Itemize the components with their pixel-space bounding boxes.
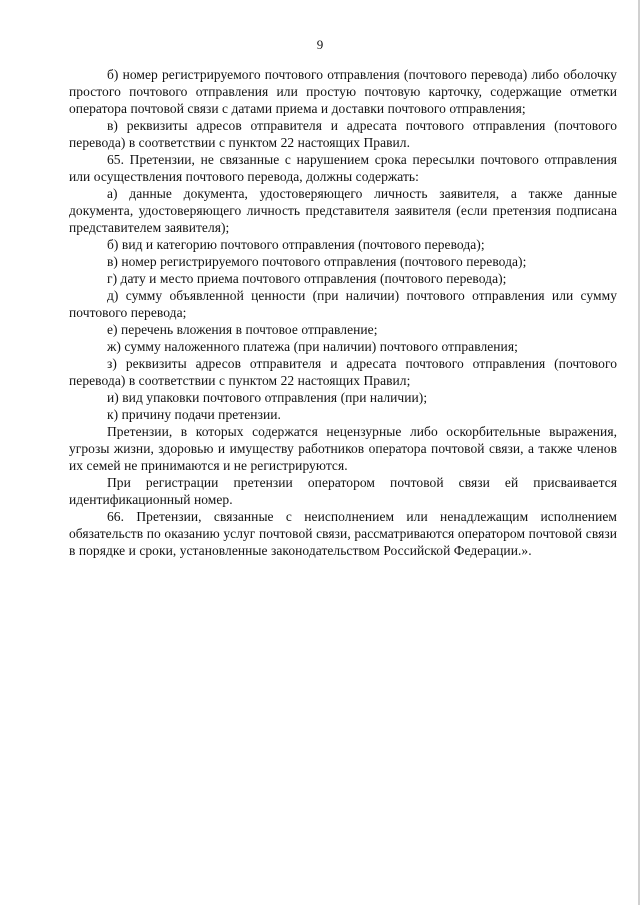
paragraph-65-d: д) сумму объявленной ценности (при наличии) почтового отправления или сумму почтового перевода; [69, 288, 617, 320]
paragraph-65-b: б) вид и категорию почтового отправления (почтового перевода); [107, 237, 485, 252]
paragraph-65-z: з) реквизиты адресов отправителя и адресата почтового отправления (почтового перевода) в соответствии с пунктом 22 настоящих Правил; [69, 356, 617, 388]
paragraph-65-a: а) данные документа, удостоверяющего личность заявителя, а также данные документа, удостоверяющего личность представителя заявителя (если претензия подписана представителем заявителя); [69, 186, 617, 235]
paragraph-65-i: и) вид упаковки почтового отправления (при наличии); [107, 390, 428, 405]
page-number: 9 [316, 37, 324, 52]
paragraph-65-k: к) причину подачи претензии. [107, 407, 281, 422]
paragraph-b-registered-item: б) номер регистрируемого почтового отправления (почтового перевода) либо оболочку простого почтового отправления или простую почтовую карточку, содержащие отметки оператора почтовой связи с датами приема и доставки почтового отправления; [69, 67, 617, 116]
paragraph-registration-number: При регистрации претензии оператором почтовой связи ей присваивается идентификационный номер. [69, 475, 617, 507]
paragraph-65: 65. Претензии, не связанные с нарушением срока пересылки почтового отправления или осуществления почтового перевода, должны содержать: [69, 152, 617, 184]
document-body [69, 66, 617, 559]
paragraph-65-v: в) номер регистрируемого почтового отправления (почтового перевода); [107, 254, 527, 269]
paragraph-65-e: е) перечень вложения в почтовое отправление; [107, 322, 378, 337]
paragraph-obscene-claims: Претензии, в которых содержатся нецензурные либо оскорбительные выражения, угрозы жизни, здоровью и имуществу работников оператора почтовой связи, а также членов их семей не принимаются и не регистрируются. [69, 424, 617, 473]
paragraph-v-address-details: в) реквизиты адресов отправителя и адресата почтового отправления (почтового перевода) в соответствии с пунктом 22 настоящих Правил. [69, 118, 617, 150]
paragraph-66: 66. Претензии, связанные с неисполнением или ненадлежащим исполнением обязательств по оказанию услуг почтовой связи, рассматриваются оператором почтовой связи в порядке и сроки, установленные законодательством Российской Федерации.». [69, 509, 617, 558]
paragraph-65-g: г) дату и место приема почтового отправления (почтового перевода); [107, 271, 507, 286]
paragraph-65-zh: ж) сумму наложенного платежа (при наличии) почтового отправления; [107, 339, 518, 354]
